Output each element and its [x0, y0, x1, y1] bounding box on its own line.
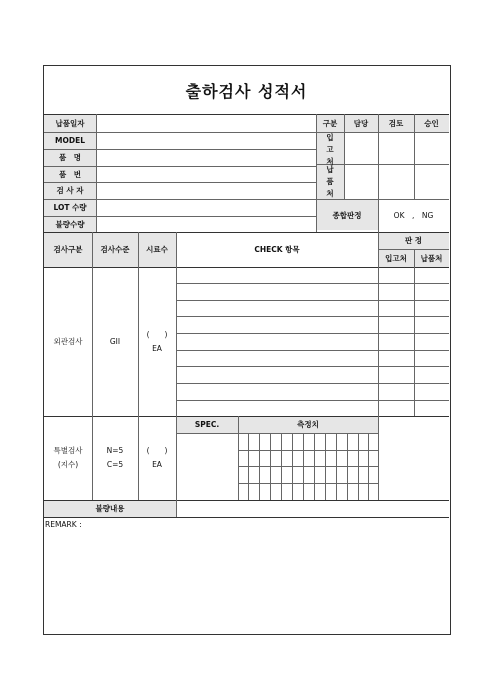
- overall-judgment-label: 종합판정: [332, 211, 362, 220]
- rule: [336, 433, 337, 500]
- field-inspector-label: 검 사 자: [56, 186, 84, 195]
- rule: [96, 114, 97, 232]
- overall-judgment-value: OK , NG: [393, 211, 434, 220]
- visual-inspection-level: GII: [109, 337, 121, 346]
- defect-content-label: 불량내용: [95, 504, 125, 513]
- header-check-items: CHECK 항목: [254, 245, 300, 254]
- header-judgment: 판 정: [404, 236, 423, 245]
- rule: [314, 433, 315, 500]
- header-category: 검사구분: [53, 245, 83, 254]
- rule: [281, 433, 282, 500]
- field-delivery-date-label: 납품일자: [55, 118, 85, 128]
- rule: [347, 433, 348, 500]
- header-judgment-receiver: 입고처: [385, 253, 407, 263]
- special-inspection-category: 특별검사: [53, 445, 83, 455]
- rule: [325, 433, 326, 500]
- rule: [176, 333, 449, 334]
- rule: [303, 433, 304, 500]
- approval-row-supplier: 납 품 처: [326, 165, 334, 198]
- header-level: 검사수준: [100, 245, 130, 254]
- remark-label: REMARK :: [45, 519, 82, 529]
- visual-inspection-samples: ( ): [146, 329, 168, 339]
- rule: [292, 433, 293, 500]
- rule: [176, 366, 449, 367]
- rule: [270, 433, 271, 500]
- special-inspection-n: N=5: [106, 445, 124, 455]
- form-title: 출하검사 성적서: [185, 81, 308, 101]
- approval-row-receiver: 입 고 처: [326, 133, 334, 166]
- rule: [176, 383, 449, 384]
- approval-col-review: 검토: [388, 118, 404, 128]
- rule: [176, 300, 449, 301]
- approval-category-label: 구분: [322, 118, 338, 128]
- rule: [358, 433, 359, 500]
- field-model-label: MODEL: [55, 136, 85, 145]
- rule: [176, 283, 449, 284]
- rule: [248, 433, 249, 500]
- rule: [176, 232, 177, 517]
- rule: [368, 433, 369, 500]
- rule: [259, 433, 260, 500]
- field-lot-quantity-label: LOT 수량: [53, 203, 87, 212]
- spec-label: SPEC.: [194, 420, 220, 429]
- field-part-number-label: 품 번: [59, 169, 81, 179]
- visual-inspection-unit: EA: [152, 343, 162, 353]
- header-samples: 시료수: [146, 245, 168, 254]
- field-defect-quantity-label: 불량수량: [55, 219, 85, 229]
- field-product-name-label: 품 명: [59, 153, 81, 162]
- special-inspection-samples: ( ): [146, 445, 168, 455]
- rule: [44, 517, 449, 518]
- header-judgment-supplier: 납품처: [420, 253, 443, 263]
- visual-inspection-category: 외관검사: [53, 337, 83, 346]
- rule: [176, 400, 449, 401]
- special-inspection-unit: EA: [152, 459, 162, 469]
- inspection-form: [43, 65, 451, 635]
- approval-col-approve: 승인: [424, 118, 439, 128]
- special-inspection-subtitle: (지수): [57, 459, 79, 469]
- special-inspection-c: C=5: [106, 459, 124, 469]
- rule: [378, 232, 379, 500]
- rule: [176, 350, 449, 351]
- rule: [176, 316, 449, 317]
- measured-value-label: 측정치: [297, 420, 319, 429]
- rule: [414, 249, 415, 416]
- approval-col-manager: 담당: [353, 118, 369, 128]
